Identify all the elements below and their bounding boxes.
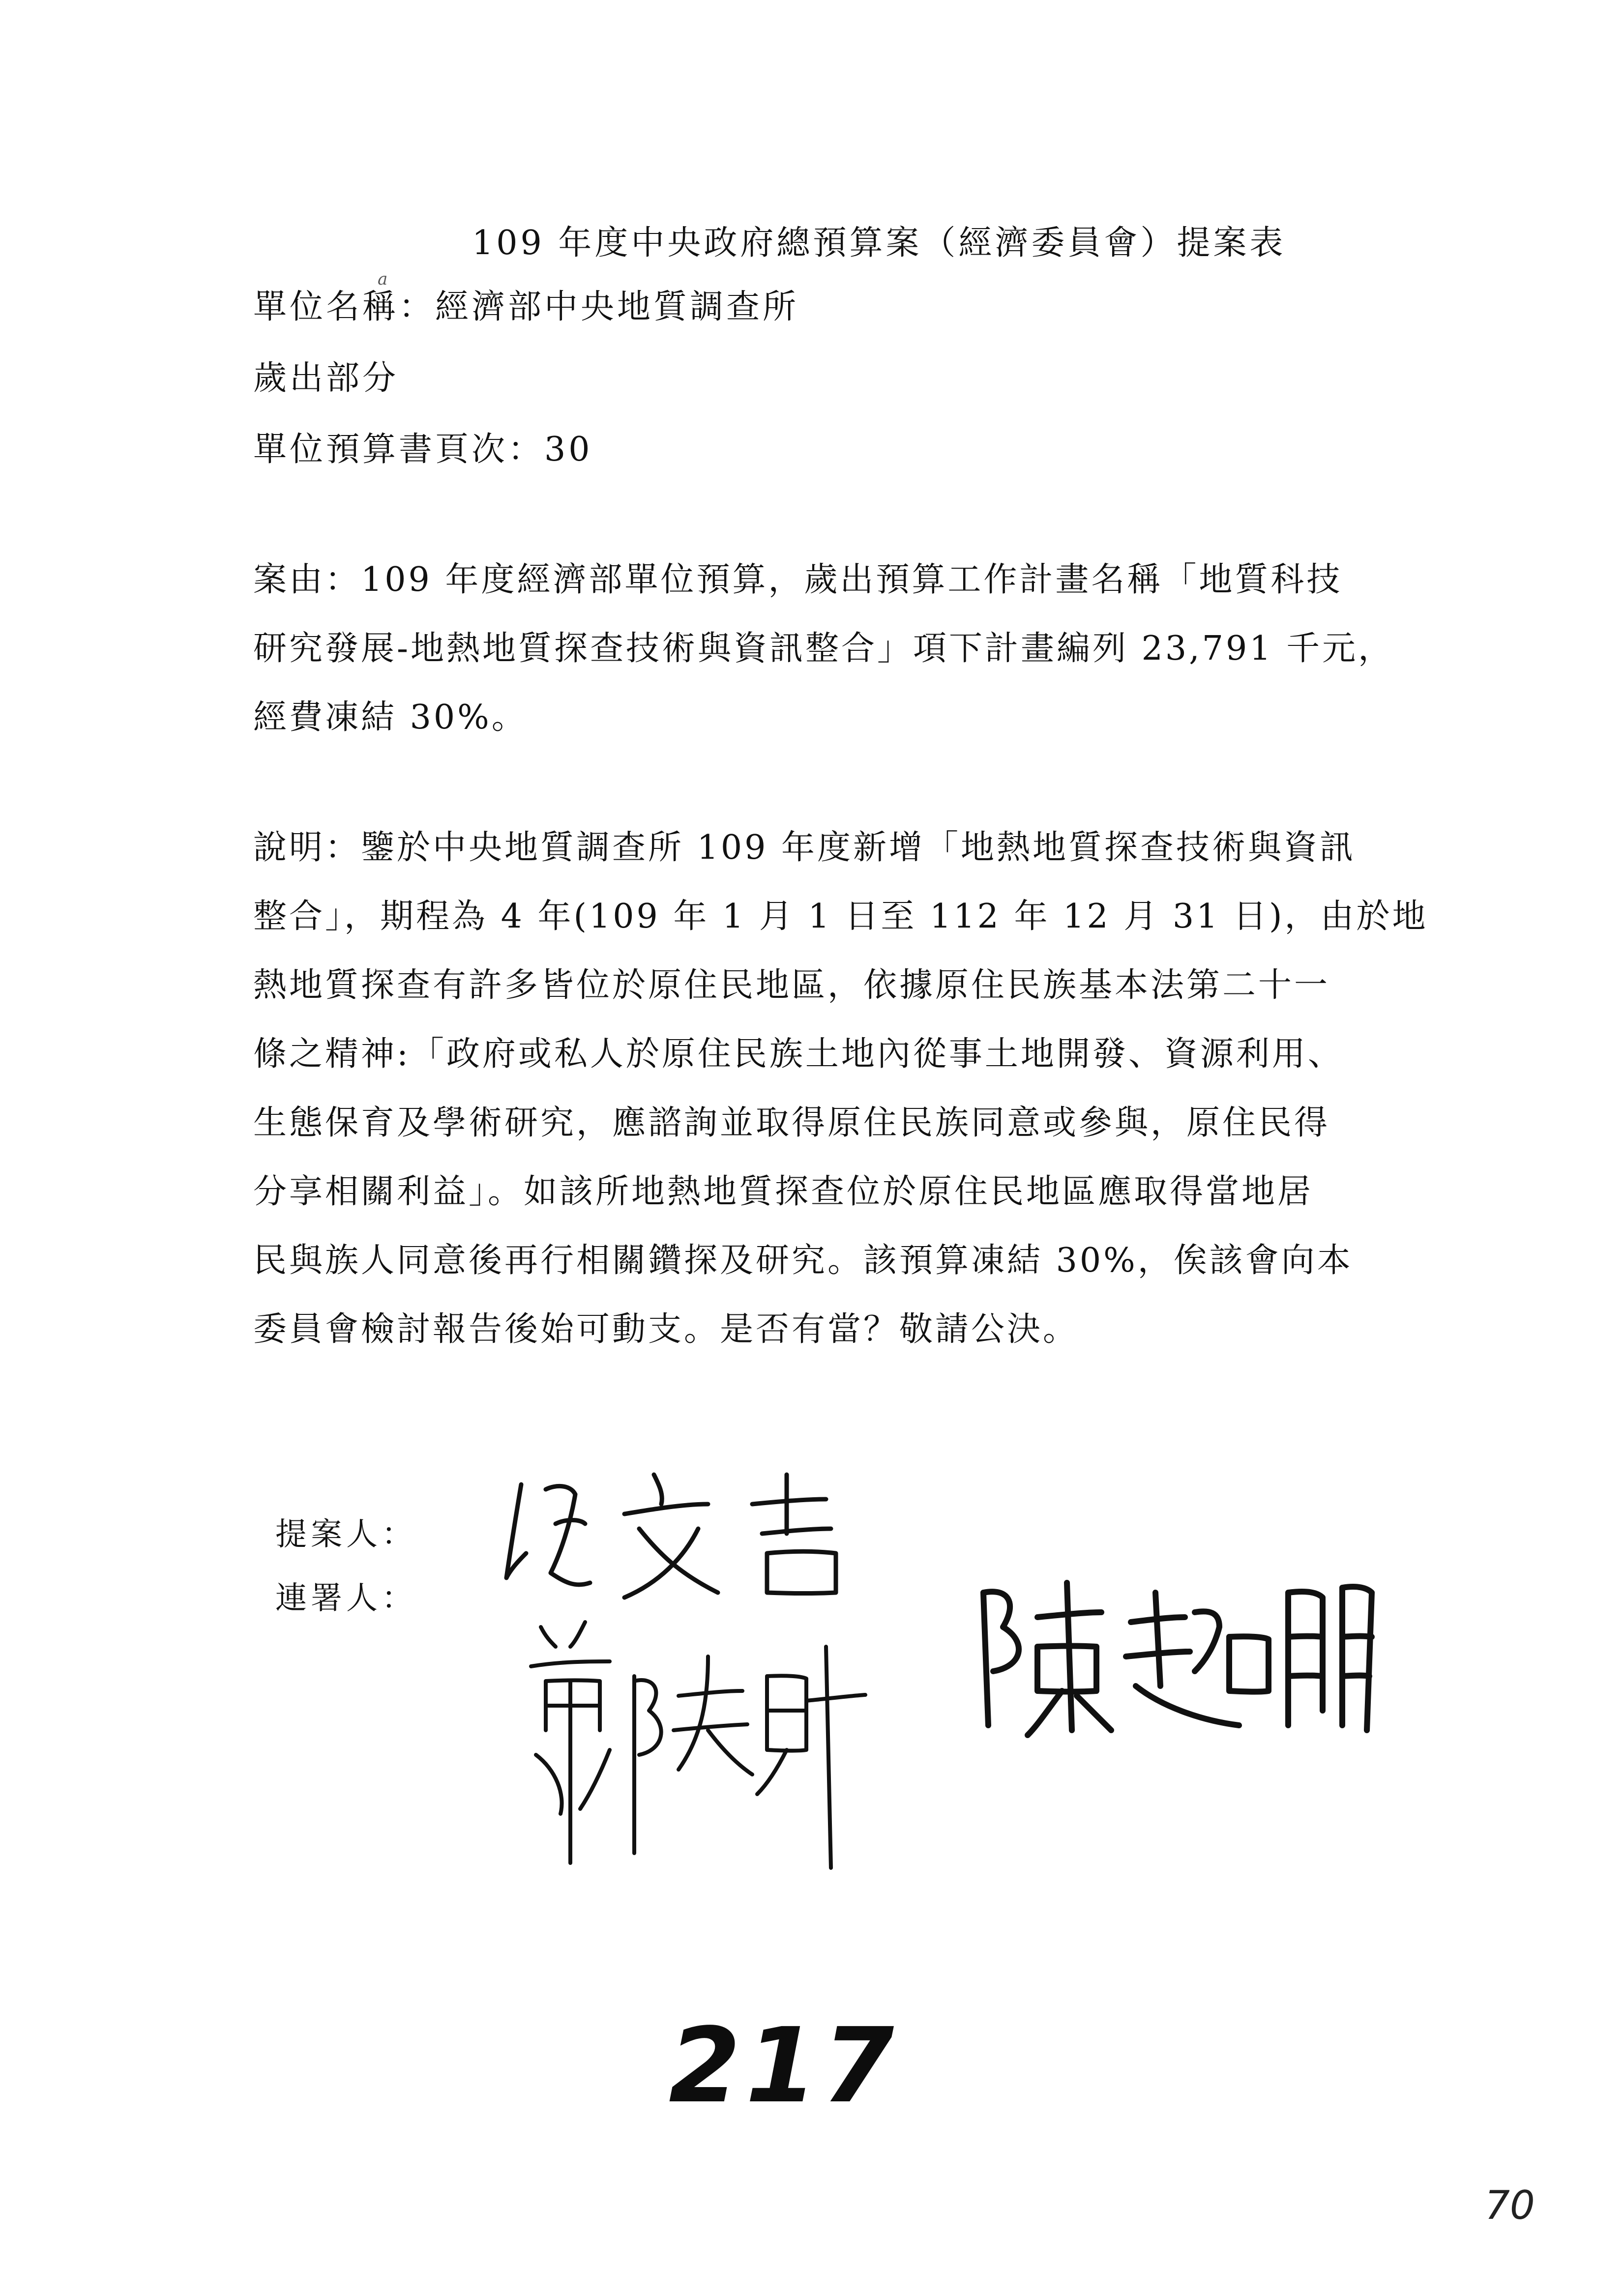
corner-page-number: 70 <box>1485 2182 1535 2228</box>
explanation-paragraph <box>253 814 1428 1364</box>
case-line: 研究發展-地熱地質探查技術與資訊整合」項下計畫編列 23,791 千元， <box>253 629 1394 668</box>
document-title: 109 年度中央政府總預算案（經濟委員會）提案表 <box>472 224 1286 262</box>
explanation-line: 民與族人同意後再行相關鑽探及研究。該預算凍結 30%，俟該會向本 <box>253 1241 1353 1280</box>
explanation-line: 條之精神:「政府或私人於原住民族土地內從事土地開發、資源利用、 <box>253 1035 1344 1074</box>
unit-name: 單位名稱：經濟部中央地質調查所 <box>253 288 799 326</box>
section-label: 歲出部分 <box>253 359 399 398</box>
explanation-line: 說明：鑒於中央地質調查所 109 年度新增「地熱地質探查技術與資訊 <box>253 828 1356 867</box>
signature-zheng <box>511 1607 885 1883</box>
handwritten-page-number: 217 <box>669 2005 899 2126</box>
signature-chen <box>964 1563 1387 1760</box>
explanation-line: 生態保育及學術研究，應諮詢並取得原住民族同意或參與，原住民得 <box>253 1104 1330 1142</box>
budget-page-reference: 單位預算書頁次：30 <box>253 430 593 469</box>
explanation-line: 委員會檢討報告後始可動支。是否有當？敬請公決。 <box>253 1310 1079 1349</box>
margin-mark: a <box>378 269 388 289</box>
signature-kong <box>492 1455 915 1612</box>
case-paragraph <box>253 546 1394 752</box>
explanation-line: 熱地質探查有許多皆位於原住民地區，依據原住民族基本法第二十一 <box>253 966 1330 1005</box>
proposer-label: 提案人： <box>275 1516 417 1553</box>
case-line: 案由：109 年度經濟部單位預算，歲出預算工作計畫名稱「地質科技 <box>253 560 1343 599</box>
explanation-line: 整合」，期程為 4 年(109 年 1 月 1 日至 112 年 12 月 31 日)，由於地 <box>253 897 1428 936</box>
case-line: 經費凍結 30%。 <box>253 698 528 737</box>
explanation-line: 分享相關利益」。如該所地熱地質探查位於原住民地區應取得當地居 <box>253 1172 1314 1211</box>
cosigner-label: 連署人： <box>275 1580 417 1617</box>
